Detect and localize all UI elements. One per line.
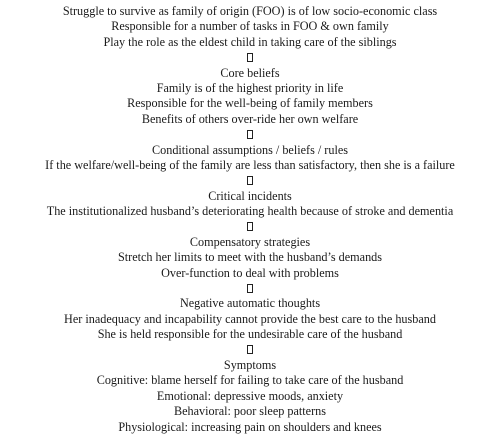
stage-line: Family is of the highest priority in life: [156, 80, 344, 95]
stage-compensatory-strategies: [0, 235, 500, 281]
stage-line: Responsible for a number of tasks in FOO & own family: [111, 19, 389, 34]
stage-heading: Compensatory strategies: [189, 234, 311, 249]
missing-glyph-arrow-icon: [247, 176, 253, 185]
stage-negative-automatic-thoughts: [0, 296, 500, 342]
stage-heading: Core beliefs: [220, 65, 280, 80]
stage-line: Cognitive: blame herself for failing to take care of the husband: [96, 373, 404, 388]
stage-line: Emotional: depressive moods, anxiety: [156, 388, 344, 403]
connector: [0, 127, 500, 142]
missing-glyph-arrow-icon: [247, 284, 253, 293]
stage-heading: Negative automatic thoughts: [179, 296, 321, 311]
missing-glyph-arrow-icon: [247, 53, 253, 62]
missing-glyph-arrow-icon: [247, 222, 253, 231]
stage-critical-incidents: [0, 189, 500, 220]
stage-line: Stretch her limits to meet with the husband’s demands: [117, 250, 383, 265]
stage-line: Benefits of others over-ride her own welfare: [141, 111, 359, 126]
stage-heading: Symptoms: [223, 357, 277, 372]
stage-core-beliefs: [0, 66, 500, 128]
stage-line: Over-function to deal with problems: [161, 265, 339, 280]
stage-line: The institutionalized husband’s deteriorating health because of stroke and dementia: [46, 204, 454, 219]
stage-line: Behavioral: poor sleep patterns: [174, 404, 326, 419]
stage-line: Physiological: increasing pain on shoulders and knees: [118, 419, 382, 434]
missing-glyph-arrow-icon: [247, 345, 253, 354]
stage-heading: Critical incidents: [208, 188, 292, 203]
connector: [0, 50, 500, 65]
stage-line: If the welfare/well-being of the family are less than satisfactory, then she is a failure: [45, 157, 455, 172]
stage-line: Her inadequacy and incapability cannot provide the best care to the husband: [64, 311, 436, 326]
cognitive-conceptualization-diagram: [0, 4, 500, 435]
stage-line: Responsible for the well-being of family members: [127, 96, 373, 111]
connector: [0, 173, 500, 188]
connector: [0, 343, 500, 358]
missing-glyph-arrow-icon: [247, 130, 253, 139]
stage-conditional-assumptions: [0, 143, 500, 174]
connector: [0, 281, 500, 296]
stage-line: She is held responsible for the undesirable care of the husband: [97, 327, 403, 342]
stage-background: [0, 4, 500, 50]
stage-line: Struggle to survive as family of origin (FOO) is of low socio-economic class: [62, 4, 438, 18]
connector: [0, 219, 500, 234]
stage-line: Play the role as the eldest child in taking care of the siblings: [103, 34, 397, 49]
stage-heading: Conditional assumptions / beliefs / rules: [152, 142, 348, 157]
stage-symptoms: [0, 358, 500, 435]
